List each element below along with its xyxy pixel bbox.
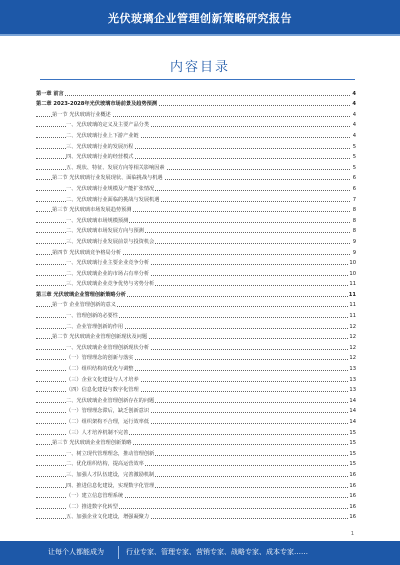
toc-entry-text: 一、光伏玻璃行业规模及产能扩张情况 xyxy=(66,185,155,192)
toc-entry-page: 4 xyxy=(352,111,356,118)
toc-entry-page: 8 xyxy=(352,217,356,224)
toc-entry-text: 第二章 2023-2028年光伏玻璃市场前景及趋势预测 xyxy=(36,101,158,108)
toc-entry-text: （三）企业文化建设与人才培养 xyxy=(66,376,139,383)
toc-entry[interactable] xyxy=(36,128,356,139)
toc-entry-text: 第二节 光伏玻璃企业管理创新现状及问题 xyxy=(52,334,148,341)
toc-entry-page: 4 xyxy=(352,122,356,129)
toc-entry-text: （一）建立信息管理系统 xyxy=(66,493,124,500)
toc-entry-page: 8 xyxy=(352,207,356,214)
toc-entry[interactable] xyxy=(36,224,356,235)
toc-entry-page: 15 xyxy=(349,429,356,436)
toc-entry-text: （二）推进数字化转型 xyxy=(66,503,118,510)
toc-entry-text: 四、光伏玻璃行业的经营模式 xyxy=(66,154,134,161)
footer-divider xyxy=(118,546,119,559)
toc-entry-page: 14 xyxy=(349,408,356,415)
toc-entry-page: 15 xyxy=(349,450,356,457)
toc-entry[interactable] xyxy=(36,414,356,425)
toc-entry-page: 11 xyxy=(348,291,356,298)
toc-entry-page: 11 xyxy=(349,302,356,309)
toc-entry[interactable] xyxy=(36,383,356,394)
toc-entry-text: 第一节 企业管理创新的意义 xyxy=(52,302,116,309)
toc-entry-text: （一）管理理念滞后，缺乏创新意识 xyxy=(66,408,150,415)
toc-entry[interactable] xyxy=(36,277,356,288)
toc-entry-text: 第三节 光伏玻璃市场发展趋势预测 xyxy=(52,207,132,214)
toc-entry-page: 4 xyxy=(352,90,356,97)
toc-entry-text: 二、优化组织结构，提高运营效率 xyxy=(66,461,144,468)
toc-entry[interactable] xyxy=(36,86,356,97)
toc-entry-page: 13 xyxy=(349,376,356,383)
toc-entry[interactable] xyxy=(36,203,356,214)
toc-entry-page: 16 xyxy=(349,503,356,510)
toc-entry-text: 三、光伏玻璃企业竞争优势与劣势分析 xyxy=(66,281,155,288)
toc-entry[interactable] xyxy=(36,467,356,478)
toc-entry-text: 第三节 光伏玻璃企业管理创新策略 xyxy=(52,440,132,447)
toc-entry-text: 一、光伏玻璃市场规模预测 xyxy=(66,217,129,224)
toc-entry-page: 12 xyxy=(349,323,356,330)
toc-entry-page: 5 xyxy=(352,143,356,150)
toc-entry[interactable] xyxy=(36,234,356,245)
toc-leader-dots xyxy=(36,95,350,96)
toc-entry-text: 三、加强人才队伍建设，完善激励机制 xyxy=(66,471,155,478)
toc-entry[interactable] xyxy=(36,118,356,129)
toc-entry-text: 二、光伏玻璃市场发展方向与预测 xyxy=(66,228,144,235)
toc-entry[interactable] xyxy=(36,393,356,404)
toc-entry[interactable] xyxy=(36,478,356,489)
toc-entry[interactable] xyxy=(36,404,356,415)
toc-entry-text: 一、光伏玻璃企业管理创新现状分析 xyxy=(66,344,150,351)
toc-entry-text: （一）管理理念的创新与落实 xyxy=(66,355,134,362)
toc-entry-page: 4 xyxy=(352,101,356,108)
header-divider xyxy=(0,34,400,36)
toc-entry-text: 四、推进信息化建设，实现数字化管理 xyxy=(66,482,155,489)
toc-entry-page: 12 xyxy=(349,355,356,362)
toc-heading: 内容目录 xyxy=(169,60,230,75)
toc-entry-text: 三、光伏玻璃行业发展前景与投资机会 xyxy=(66,238,155,245)
toc-entry[interactable] xyxy=(36,340,356,351)
toc-entry[interactable] xyxy=(36,139,356,150)
toc-entry-text: 第三章 光伏玻璃企业管理创新策略分析 xyxy=(36,291,126,298)
toc-entry[interactable] xyxy=(36,213,356,224)
toc-entry[interactable] xyxy=(36,298,356,309)
toc-entry-page: 5 xyxy=(352,164,356,171)
toc-entry[interactable] xyxy=(36,256,356,267)
toc-entry-text: 二、企业管理创新的作用 xyxy=(66,323,124,330)
toc-entry-text: 二、光伏玻璃行业上下游产业链 xyxy=(66,132,139,139)
toc-entry-page: 16 xyxy=(349,514,356,521)
toc-entry-page: 8 xyxy=(352,228,356,235)
toc-entry[interactable] xyxy=(36,181,356,192)
toc-entry[interactable] xyxy=(36,319,356,330)
footer-tagline: 行业专家、管理专家、营销专家、战略专家、成本专家…… xyxy=(126,548,308,556)
toc-entry-page: 11 xyxy=(349,313,356,320)
toc-entry-text: （二）组织架构不合理，运行效率低 xyxy=(66,419,150,425)
table-of-contents xyxy=(36,86,356,520)
toc-entry-text: 三、光伏玻璃行业的发展历程 xyxy=(66,143,134,150)
toc-entry-page: 9 xyxy=(352,249,356,256)
footer-slogan: 让每个人都能成为 xyxy=(48,548,104,556)
toc-entry[interactable] xyxy=(36,287,356,298)
toc-entry-page: 13 xyxy=(349,387,356,394)
toc-entry[interactable] xyxy=(36,446,356,457)
toc-heading-divider xyxy=(40,79,355,80)
toc-entry-text: 一、光伏玻璃的定义及主要产品分类 xyxy=(66,122,150,129)
toc-entry-page: 16 xyxy=(349,471,356,478)
report-title: 光伏玻璃企业管理创新策略研究报告 xyxy=(108,12,292,25)
toc-entry[interactable] xyxy=(36,150,356,161)
toc-entry[interactable] xyxy=(36,425,356,436)
toc-entry[interactable] xyxy=(36,457,356,468)
toc-entry[interactable] xyxy=(36,372,356,383)
toc-entry-text: 一、光伏玻璃行业主要企业竞争分析 xyxy=(66,260,150,267)
toc-entry-text: 二、光伏玻璃企业的市场占有率分析 xyxy=(66,270,150,277)
toc-entry-page: 10 xyxy=(349,270,356,277)
toc-entry[interactable] xyxy=(36,97,356,108)
toc-entry-text: 第二节 光伏玻璃行业发展现状、面临挑战与机遇 xyxy=(52,175,163,182)
toc-entry[interactable] xyxy=(36,499,356,510)
toc-entry-page: 14 xyxy=(349,397,356,404)
toc-entry-page: 5 xyxy=(352,154,356,161)
toc-entry-text: 第四节 光伏玻璃竞争格局分析 xyxy=(52,249,122,256)
toc-entry-text: （四）信息化建设与数字化管理 xyxy=(66,387,139,394)
toc-entry[interactable] xyxy=(36,107,356,118)
toc-entry-text: 一、树立现代管理理念，推动管理创新 xyxy=(66,450,155,457)
toc-entry-page: 6 xyxy=(352,185,356,192)
toc-entry-page: 16 xyxy=(349,493,356,500)
toc-entry[interactable] xyxy=(36,192,356,203)
toc-entry-page: 7 xyxy=(352,196,356,203)
toc-entry[interactable] xyxy=(36,361,356,372)
toc-entry[interactable] xyxy=(36,510,356,521)
toc-entry-page: 9 xyxy=(352,238,356,245)
toc-entry-text: 二、光伏玻璃行业面临的挑战与发展机遇 xyxy=(66,196,160,203)
toc-entry-text: 二、光伏玻璃企业管理创新存在的问题 xyxy=(66,397,155,404)
toc-entry-text: 五、现状、特征、发展方向等相关影响因素 xyxy=(66,164,165,171)
page-number: 1 xyxy=(350,531,354,537)
toc-entry[interactable] xyxy=(36,308,356,319)
toc-entry-text: （二）组织结构的优化与调整 xyxy=(66,366,134,373)
toc-entry-page: 13 xyxy=(349,366,356,373)
footer-bar xyxy=(0,541,400,565)
toc-entry-page: 15 xyxy=(349,461,356,468)
toc-entry-text: （三）人才培养机制不完善 xyxy=(66,429,129,436)
toc-entry[interactable] xyxy=(36,489,356,500)
report-header xyxy=(0,0,400,34)
toc-entry-page: 12 xyxy=(349,344,356,351)
toc-entry-page: 10 xyxy=(349,260,356,267)
toc-entry-page: 11 xyxy=(349,281,356,288)
toc-entry-page: 15 xyxy=(349,440,356,447)
toc-entry-page: 16 xyxy=(349,482,356,489)
toc-entry[interactable] xyxy=(36,266,356,277)
toc-entry-text: 一、管理创新的必要性 xyxy=(66,313,118,320)
toc-entry[interactable] xyxy=(36,351,356,362)
toc-entry[interactable] xyxy=(36,171,356,182)
toc-entry[interactable] xyxy=(36,436,356,447)
toc-entry[interactable] xyxy=(36,160,356,171)
toc-entry-text: 第一节 光伏玻璃行业概述 xyxy=(52,111,111,118)
toc-entry-text: 五、加强企业文化建设，增强凝聚力 xyxy=(66,514,150,521)
toc-entry-text: 第一章 前言 xyxy=(36,90,64,97)
toc-entry-page: 6 xyxy=(352,175,356,182)
toc-entry[interactable] xyxy=(36,330,356,341)
toc-entry-page: 14 xyxy=(349,419,356,425)
toc-entry-page: 12 xyxy=(349,334,356,341)
toc-entry-page: 4 xyxy=(352,132,356,139)
toc-entry[interactable] xyxy=(36,245,356,256)
